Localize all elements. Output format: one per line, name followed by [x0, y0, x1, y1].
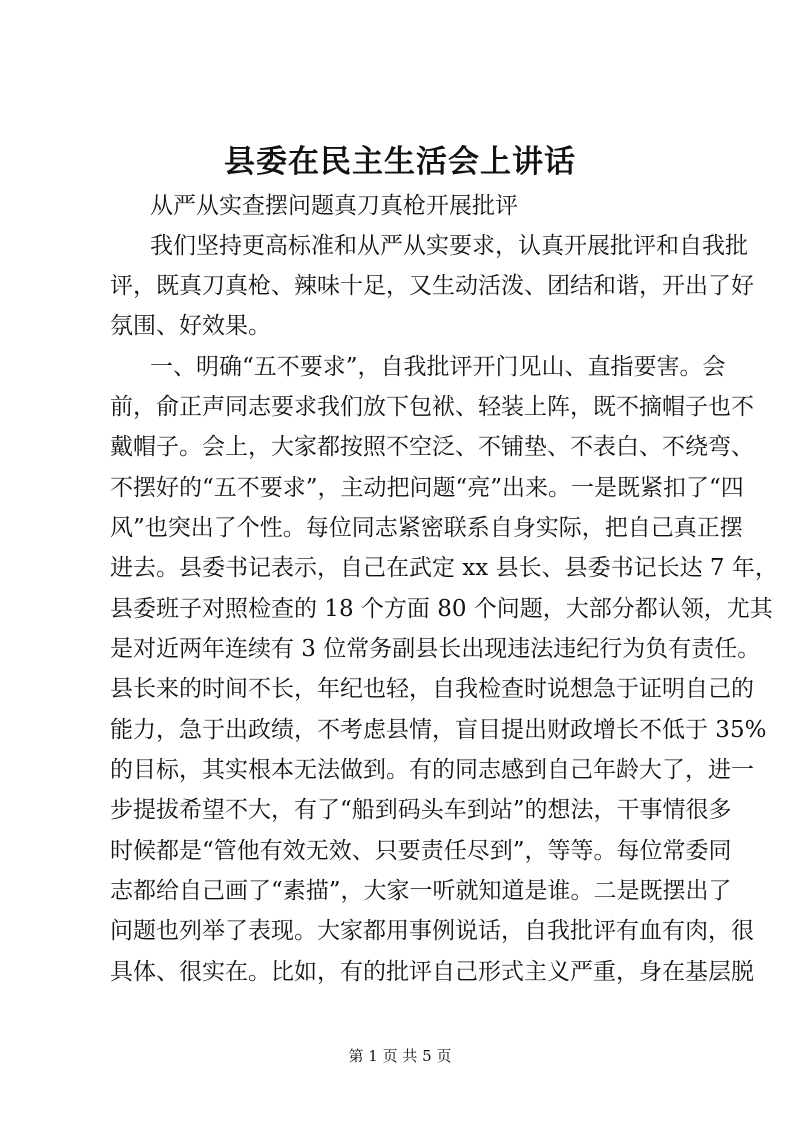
paragraph-line: 志都给自己画了“素描”，大家一听就知道是谁。二是既摆出了 — [110, 878, 732, 904]
paragraph-line: 风”也突出了个性。每位同志紧密联系自身实际，把自己真正摆 — [110, 515, 743, 541]
paragraph-line: 我们坚持更高标准和从严从实要求，认真开展批评和自我批 — [150, 233, 748, 259]
paragraph-line: 的目标，其实根本无法做到。有的同志感到自己年龄大了，进一 — [110, 757, 754, 783]
paragraph-line: 前，俞正声同志要求我们放下包袱、轻装上阵，既不摘帽子也不 — [110, 394, 754, 420]
paragraph-line: 是对近两年连续有 3 位常务副县长出现违法违纪行为负有责任。 — [110, 636, 761, 662]
paragraph-line: 具体、很实在。比如，有的批评自己形式主义严重，身在基层脱 — [110, 959, 754, 985]
paragraph-line: 评，既真刀真枪、辣味十足，又生动活泼、团结和谐，开出了好 — [110, 273, 754, 299]
paragraph-line: 氛围、好效果。 — [110, 313, 271, 339]
paragraph-line: 一、明确“五不要求”，自我批评开门见山、直指要害。会 — [150, 354, 726, 380]
paragraph-line: 不摆好的“五不要求”，主动把问题“亮”出来。一是既紧扣了“四 — [110, 475, 744, 501]
paragraph-line: 进去。县委书记表示，自己在武定 xx 县长、县委书记长达 7 年， — [110, 555, 778, 581]
paragraph-line: 戴帽子。会上，大家都按照不空泛、不铺垫、不表白、不绕弯、 — [110, 434, 754, 460]
paragraph-line: 县长来的时间不长，年纪也轻，自我检查时说想急于证明自己的 — [110, 676, 754, 702]
paragraph-line: 县委班子对照检查的 18 个方面 80 个问题，大部分都认领，尤其 — [110, 596, 773, 622]
paragraph-line: 时候都是“管他有效无效、只要责任尽到”，等等。每位常委同 — [110, 838, 732, 864]
page-title: 县委在民主生活会上讲话 — [224, 144, 576, 180]
document-subtitle: 从严从实查摆问题真刀真枪开展批评 — [150, 193, 518, 219]
paragraph-line: 步提拔希望不大，有了“船到码头车到站”的想法，干事情很多 — [110, 797, 732, 823]
page-footer: 第 1 页 共 5 页 — [348, 1047, 452, 1065]
paragraph-line: 问题也列举了表现。大家都用事例说话，自我批评有血有肉，很 — [110, 918, 754, 944]
paragraph-line: 能力，急于出政绩，不考虑县情，盲目提出财政增长不低于 35% — [110, 717, 767, 743]
